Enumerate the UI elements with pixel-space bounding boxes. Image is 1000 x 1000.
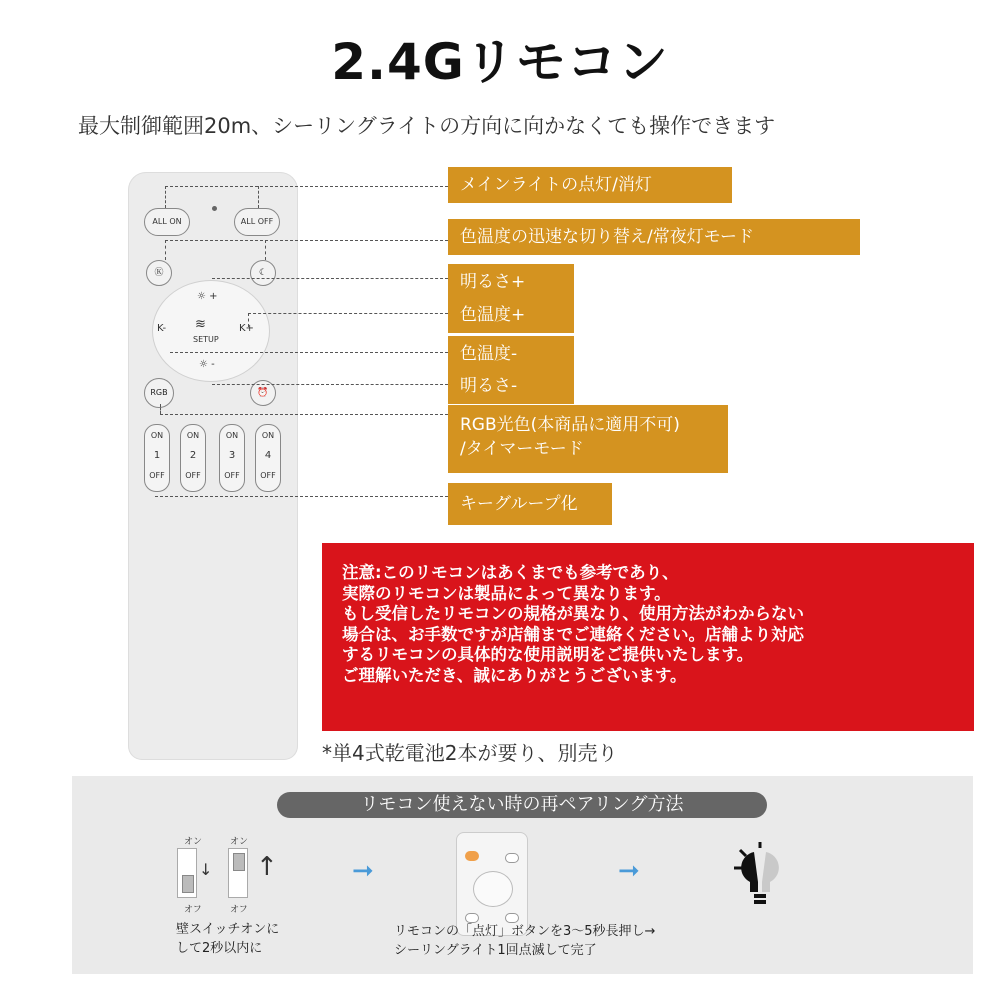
notice-box: [322, 543, 974, 731]
callout-rgb-line2: /タイマーモード: [460, 439, 584, 459]
all-off-button[interactable]: ALL OFF: [234, 208, 280, 236]
callout-brightness-minus: 明るさ-: [448, 368, 574, 404]
connector-line: [165, 186, 448, 187]
connector-line: [248, 313, 249, 327]
callout-cct-switch: 色温度の迅速な切り替え/常夜灯モード: [448, 219, 860, 255]
page-title: 2.4Gリモコン: [331, 33, 669, 91]
group-3-button[interactable]: ON 3 OFF: [219, 424, 245, 492]
mini-button: [505, 853, 519, 863]
connector-line: [212, 278, 448, 279]
pairing-panel: [72, 776, 973, 974]
control-ring: [152, 280, 270, 382]
brightness-minus-button[interactable]: ☼ -: [199, 359, 215, 370]
cct-plus-button[interactable]: K+: [239, 323, 254, 334]
connector-line: [165, 186, 166, 208]
group-1-button[interactable]: ON 1 OFF: [144, 424, 170, 492]
step2-line: リモコンの「点灯」ボタンを3～5秒長押し→: [394, 924, 656, 939]
callout-cct-minus: 色温度-: [448, 336, 574, 372]
wifi-icon: ≋: [195, 317, 206, 332]
rgb-button[interactable]: RGB: [144, 378, 174, 408]
notice-line: 注意:このリモコンはあくまでも参考であり、: [342, 563, 679, 582]
remote-control: [128, 172, 298, 760]
connector-line: [248, 313, 448, 314]
connector-line: [170, 352, 448, 353]
up-arrow-icon: ↑: [256, 852, 278, 882]
brightness-plus-button[interactable]: ☼ +: [197, 291, 218, 302]
step1-line: して2秒以内に: [176, 941, 263, 956]
wall-switch-on: [228, 848, 248, 898]
highlight-button: [465, 851, 479, 861]
step1-line: 壁スイッチオンに: [176, 922, 280, 937]
callout-rgb-timer: [448, 405, 728, 473]
setup-button[interactable]: SETUP: [193, 335, 219, 344]
mini-remote-image: [456, 832, 528, 936]
notice-line: するリモコンの具体的な使用説明をご提供いたします。: [342, 645, 754, 665]
callout-rgb-line1: RGB光色(本商品に適用不可): [460, 415, 680, 435]
connector-line: [265, 240, 266, 260]
all-on-button[interactable]: ALL ON: [144, 208, 190, 236]
connector-line: [165, 240, 448, 241]
arrow-icon: ➞: [618, 856, 640, 886]
down-arrow-icon: ↓: [199, 860, 213, 879]
notice-line: 実際のリモコンは製品によって異なります。: [342, 583, 671, 603]
wall-switch-off: [177, 848, 197, 898]
cct-minus-button[interactable]: K-: [157, 323, 167, 334]
callout-main-light: メインライトの点灯/消灯: [448, 167, 732, 203]
alarm-clock-icon[interactable]: ⏰: [250, 380, 276, 406]
ir-emitter: [212, 206, 217, 211]
connector-line: [160, 404, 161, 414]
light-bulb-icon: [732, 842, 792, 912]
on-label: オン: [184, 837, 203, 847]
callout-key-group: キーグループ化: [448, 483, 612, 525]
off-label: オフ: [230, 905, 248, 915]
notice-line: ご理解いただき、誠にありがとうございます。: [342, 665, 687, 685]
k-icon[interactable]: Ⓚ: [146, 260, 172, 286]
step1-text: [176, 920, 279, 958]
step2-line: シーリングライト1回点滅して完了: [394, 943, 597, 958]
moon-icon[interactable]: ☾: [250, 260, 276, 286]
connector-line: [155, 496, 448, 497]
mini-ring: [473, 871, 513, 907]
on-label: オン: [230, 837, 249, 847]
connector-line: [165, 240, 166, 260]
pairing-title: リモコン使えない時の再ペアリング方法: [277, 792, 767, 818]
callout-cct-plus: 色温度+: [448, 297, 574, 333]
notice-line: もし受信したリモコンの規格が異なり、使用方法がわからない: [342, 604, 804, 624]
connector-line: [258, 186, 259, 208]
off-label: オフ: [184, 905, 202, 915]
callout-brightness-plus: 明るさ+: [448, 264, 574, 300]
subtitle: 最大制御範囲20m、シーリングライトの方向に向かなくても操作できます: [78, 114, 776, 138]
arrow-icon: ➞: [352, 856, 374, 886]
notice-line: 場合は、お手数ですが店舗までご連絡ください。店舗より対応: [342, 624, 804, 644]
group-4-button[interactable]: ON 4 OFF: [255, 424, 281, 492]
connector-line: [212, 384, 448, 385]
group-2-button[interactable]: ON 2 OFF: [180, 424, 206, 492]
connector-line: [160, 414, 448, 415]
step2-text: [394, 922, 655, 960]
battery-note: *単4式乾電池2本が要り、別売り: [322, 741, 618, 765]
